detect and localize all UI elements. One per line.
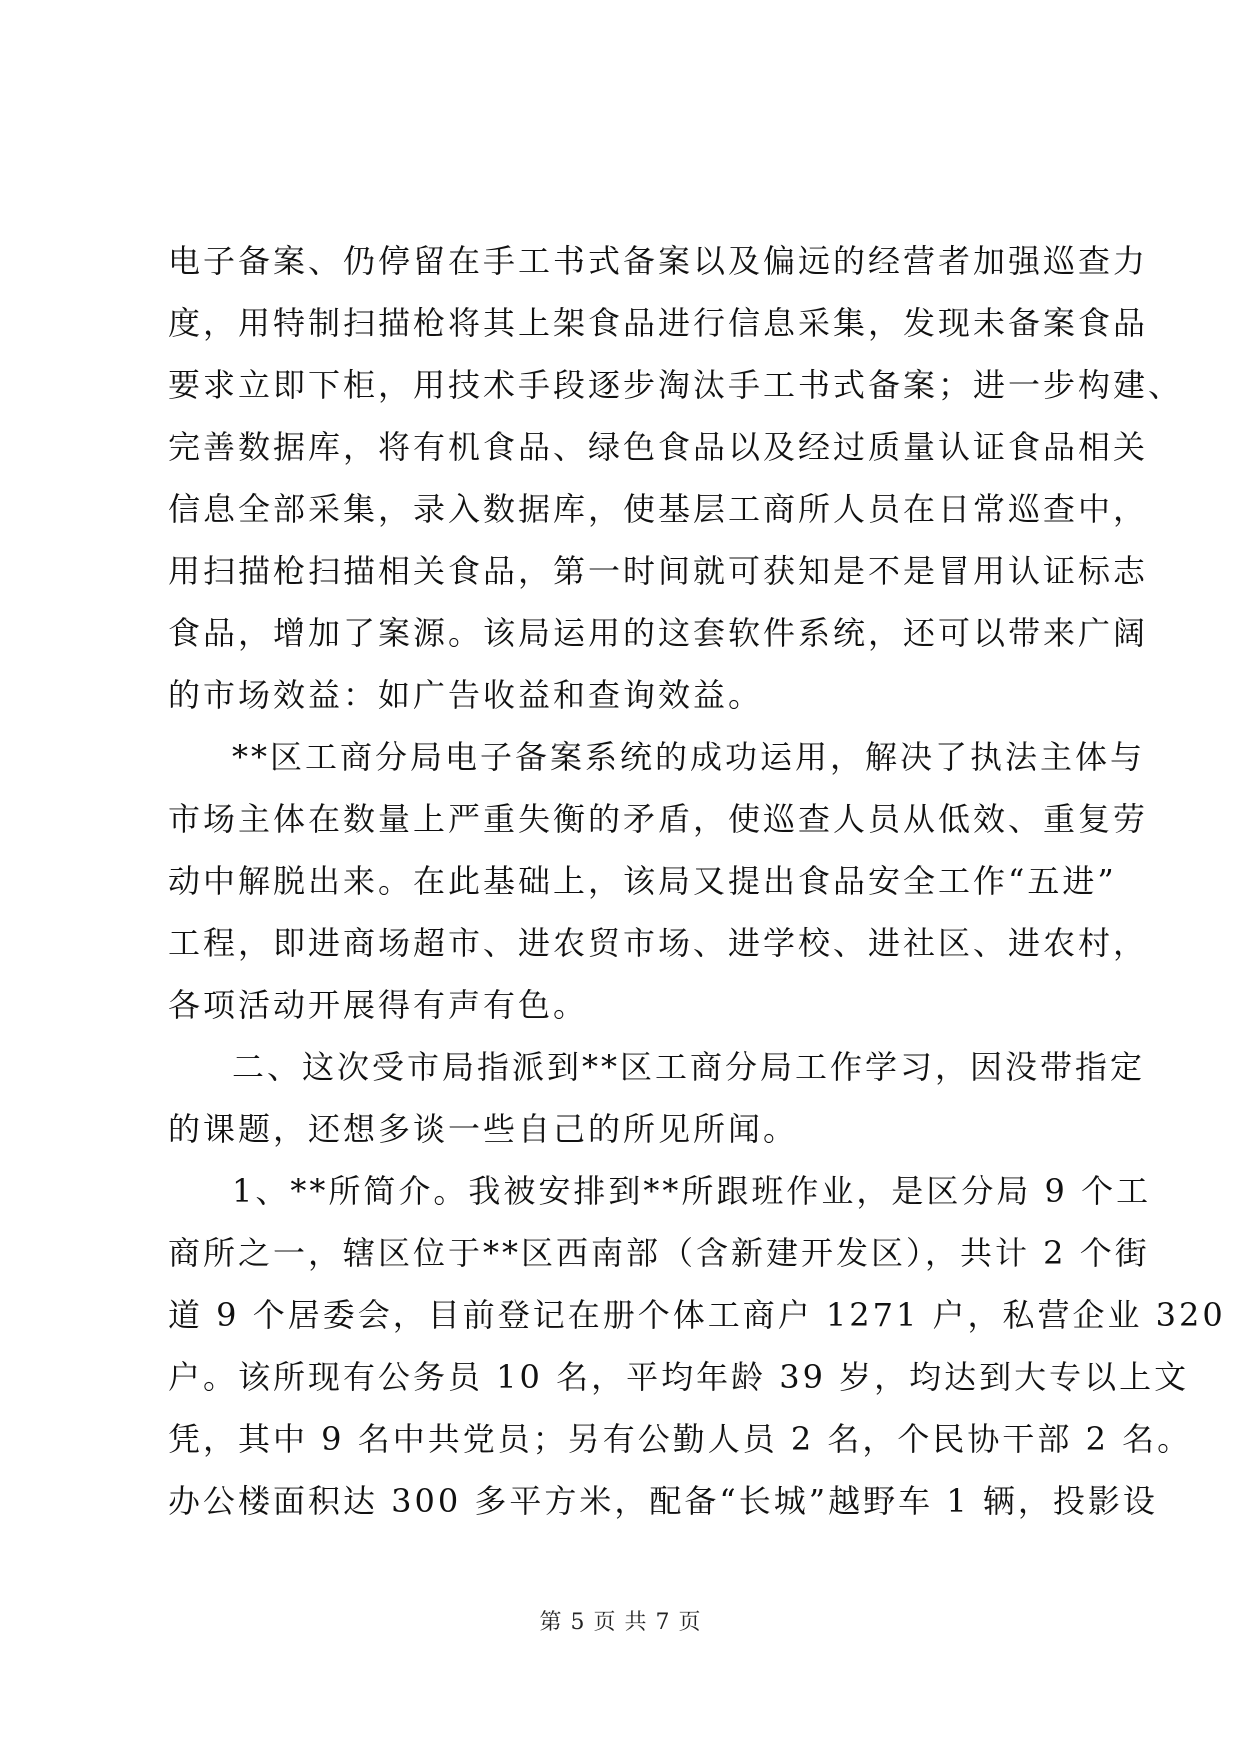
text-line: 的课题，还想多谈一些自己的所见所闻。	[168, 1110, 799, 1148]
text-line: 1、**所简介。我被安排到**所跟班作业，是区分局 9 个工	[232, 1172, 1152, 1210]
text-line: 电子备案、仍停留在手工书式备案以及偏远的经营者加强巡查力	[168, 242, 1149, 280]
text-line: 的市场效益：如广告收益和查询效益。	[168, 676, 764, 714]
text-line: 凭，其中 9 名中共党员；另有公勤人员 2 名，个民协干部 2 名。	[168, 1420, 1193, 1458]
text-line: 完善数据库，将有机食品、绿色食品以及经过质量认证食品相关	[168, 428, 1149, 466]
text-line: 度，用特制扫描枪将其上架食品进行信息采集，发现未备案食品	[168, 304, 1149, 342]
text-line: 道 9 个居委会，目前登记在册个体工商户 1271 户，私营企业 320	[168, 1296, 1226, 1334]
text-line: 户。该所现有公务员 10 名，平均年龄 39 岁，均达到大专以上文	[168, 1358, 1190, 1396]
text-line: **区工商分局电子备案系统的成功运用，解决了执法主体与	[232, 738, 1146, 776]
text-line: 用扫描枪扫描相关食品，第一时间就可获知是不是冒用认证标志	[168, 552, 1149, 590]
document-body	[168, 230, 1226, 1532]
text-line: 各项活动开展得有声有色。	[168, 986, 589, 1024]
text-line: 二、这次受市局指派到**区工商分局工作学习，因没带指定	[232, 1048, 1146, 1086]
text-line: 要求立即下柜，用技术手段逐步淘汰手工书式备案；进一步构建、	[168, 366, 1184, 404]
text-line: 食品，增加了案源。该局运用的这套软件系统，还可以带来广阔	[168, 614, 1149, 652]
text-line: 办公楼面积达 300 多平方米，配备“长城”越野车 1 辆，投影设	[168, 1482, 1158, 1520]
text-line: 信息全部采集，录入数据库，使基层工商所人员在日常巡查中，	[168, 490, 1149, 528]
text-line: 工程，即进商场超市、进农贸市场、进学校、进社区、进农村，	[168, 924, 1149, 962]
text-line: 市场主体在数量上严重失衡的矛盾，使巡查人员从低效、重复劳	[168, 800, 1149, 838]
page-number-footer: 第 5 页 共 7 页	[539, 1610, 702, 1635]
text-line: 动中解脱出来。在此基础上，该局又提出食品安全工作“五进”	[168, 862, 1117, 900]
text-line: 商所之一，辖区位于**区西南部（含新建开发区），共计 2 个街	[168, 1234, 1150, 1272]
